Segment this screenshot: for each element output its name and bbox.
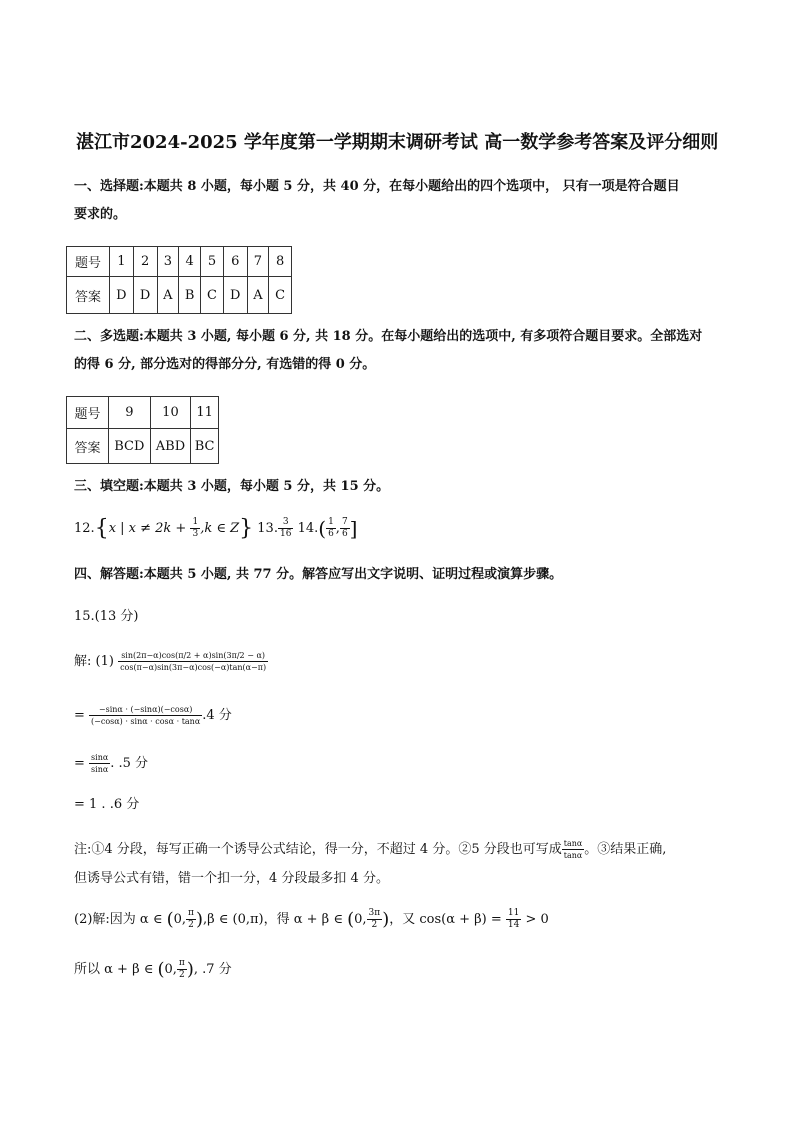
table-cell: 10 bbox=[150, 397, 191, 429]
fraction bbox=[326, 517, 336, 540]
fraction bbox=[340, 517, 350, 540]
answer-12-prefix: 12. bbox=[74, 521, 95, 536]
section4-heading: 四、解答题:本题共 5 小题, 共 77 分。解答应写出文字说明、证明过程或演算步骤。 bbox=[74, 567, 563, 582]
final-text: 所以 α + β ∈ bbox=[74, 962, 158, 977]
fraction bbox=[506, 908, 521, 931]
frac-den: 16 bbox=[279, 529, 292, 539]
table-cell: 9 bbox=[109, 397, 151, 429]
frac-den: 14 bbox=[507, 920, 520, 930]
solution-label: 解: (1) bbox=[74, 654, 114, 669]
equals-sign: = bbox=[74, 756, 90, 771]
frac-den: sinα bbox=[91, 765, 109, 774]
table-header-label: 题号 bbox=[67, 397, 109, 429]
table-cell: BC bbox=[191, 429, 219, 464]
table-cell: BCD bbox=[109, 429, 151, 464]
answer-12-tail: ,k ∈ Z bbox=[200, 521, 240, 536]
frac-num: 3 bbox=[278, 517, 293, 529]
multi-answer-table bbox=[66, 396, 219, 464]
solution-line-3 bbox=[74, 752, 148, 775]
frac-num: sinα bbox=[91, 753, 109, 762]
fraction bbox=[278, 517, 293, 540]
section1-heading-cont: 要求的。 bbox=[74, 207, 127, 222]
frac-den: cos(π−α)sin(3π−α)cos(−α)tan(α−π) bbox=[120, 663, 267, 672]
left-paren: ( bbox=[347, 909, 355, 930]
table-cell: A bbox=[247, 277, 269, 314]
table-cell: 11 bbox=[191, 397, 219, 429]
table-answer-label: 答案 bbox=[67, 429, 109, 464]
fraction bbox=[89, 752, 110, 775]
left-paren: ( bbox=[157, 959, 165, 980]
table-answer-label: 答案 bbox=[67, 277, 110, 314]
fraction bbox=[190, 517, 200, 540]
section2-heading: 二、多选题:本题共 3 小题, 每小题 6 分, 共 18 分。在每小题给出的选项中, 有多项符合题目要求。全部选对 bbox=[74, 329, 703, 344]
table-cell: ABD bbox=[150, 429, 191, 464]
choice-answer-table bbox=[66, 246, 292, 314]
frac-den: 6 bbox=[328, 529, 334, 539]
frac-num: π bbox=[188, 908, 194, 918]
answer-13-prefix: 13. bbox=[257, 521, 278, 536]
answer-14-prefix: 14. bbox=[297, 521, 319, 536]
note-line-2: 但诱导公式有错，错一个扣一分，4 分段最多扣 4 分。 bbox=[74, 871, 389, 886]
frac-den: 2 bbox=[371, 920, 378, 930]
frac-num: 7 bbox=[341, 517, 348, 527]
note-text: 注:①4 分段，每写正确一个诱导公式结论，得一分，不超过 4 分。②5 分段也可写成 bbox=[74, 842, 562, 857]
equals-sign: = bbox=[74, 708, 90, 723]
frac-den: 2 bbox=[179, 970, 185, 980]
solution-line-4: = 1 . .6 分 bbox=[74, 797, 140, 812]
frac-num: 3π bbox=[368, 908, 381, 918]
frac-den: 2 bbox=[188, 920, 194, 930]
table-cell: C bbox=[201, 277, 224, 314]
frac-num: sin(2π−α)cos(π/2 + α)sin(3π/2 − α) bbox=[118, 650, 268, 662]
table-cell: 3 bbox=[157, 247, 179, 277]
table-cell: 8 bbox=[269, 247, 292, 277]
frac-num: 1 bbox=[192, 517, 199, 527]
right-paren: ) bbox=[195, 909, 203, 930]
frac-den: 6 bbox=[341, 529, 348, 539]
final-line: 所以 α + β ∈ (0, $\frac{\pi}{2}$ ), .7 分 bbox=[74, 958, 232, 980]
fill-in-answers: 12.{x | x ≠ 2k + $\frac{1}{3}$ ,k ∈ Z} 13. $\frac{3}{16}$ 14.( $\frac{1}{6}$ , $\frac{7}{6}$ ] bbox=[74, 516, 358, 541]
table-header-label: 题号 bbox=[67, 247, 110, 277]
fraction bbox=[186, 908, 196, 931]
frac-num: 1 bbox=[328, 517, 334, 527]
part2-text: ,β ∈ (0,π)，得 α + β ∈ bbox=[202, 912, 348, 927]
table-cell: D bbox=[110, 277, 134, 314]
right-brace: } bbox=[239, 516, 254, 541]
part2-text: ，又 cos(α + β) = bbox=[389, 912, 506, 927]
note-line-1 bbox=[74, 838, 666, 861]
left-paren: ( bbox=[166, 909, 174, 930]
table-cell: B bbox=[179, 277, 201, 314]
frac-den: tanα bbox=[563, 851, 583, 860]
frac-num: 11 bbox=[507, 908, 520, 918]
fraction bbox=[118, 650, 268, 673]
table-cell: D bbox=[133, 277, 157, 314]
table-cell: C bbox=[269, 277, 292, 314]
score-mark: , .7 分 bbox=[193, 962, 232, 977]
table-cell: 4 bbox=[179, 247, 201, 277]
table-cell: 1 bbox=[110, 247, 134, 277]
table-cell: 6 bbox=[223, 247, 247, 277]
table-cell: A bbox=[157, 277, 179, 314]
fraction bbox=[89, 704, 202, 727]
table-cell: 2 bbox=[133, 247, 157, 277]
score-mark: . .5 分 bbox=[110, 756, 149, 771]
fraction bbox=[562, 838, 585, 861]
question-15-label: 15.(13 分) bbox=[74, 609, 139, 624]
section2-heading-cont: 的得 6 分, 部分选对的得部分分, 有选错的得 0 分。 bbox=[74, 357, 376, 372]
table-cell: 5 bbox=[201, 247, 224, 277]
frac-num: −sinα · (−sinα)(−cosα) bbox=[89, 704, 202, 716]
score-mark: .4 分 bbox=[202, 708, 232, 723]
frac-num: π bbox=[178, 958, 185, 968]
solution-line-1 bbox=[74, 650, 268, 673]
section3-heading: 三、填空题:本题共 3 小题，每小题 5 分，共 15 分。 bbox=[74, 479, 390, 494]
page-title: 湛江市2024-2025 学年度第一学期期末调研考试 高一数学参考答案及评分细则 bbox=[76, 132, 719, 153]
right-paren: ) bbox=[382, 909, 390, 930]
note-text: 。③结果正确, bbox=[584, 842, 667, 857]
part2-text: > 0 bbox=[521, 912, 549, 927]
table-cell: D bbox=[223, 277, 247, 314]
table-cell: 7 bbox=[247, 247, 269, 277]
right-paren: ) bbox=[186, 959, 194, 980]
fraction bbox=[367, 908, 383, 931]
solution-line-2 bbox=[74, 704, 232, 727]
right-bracket: ] bbox=[349, 516, 358, 541]
section1-heading: 一、选择题:本题共 8 小题，每小题 5 分，共 40 分，在每小题给出的四个选项中， 只有一项是符合题目 bbox=[74, 179, 680, 194]
left-brace: { bbox=[94, 516, 109, 541]
answer-12-set: x | x ≠ 2k + bbox=[108, 521, 191, 536]
frac-den: 3 bbox=[192, 529, 199, 539]
part2-text: (2)解:因为 α ∈ bbox=[74, 912, 167, 927]
fraction bbox=[177, 958, 187, 981]
frac-den: (−cosα) · sinα · cosα · tanα bbox=[91, 717, 201, 726]
part2-line: (2)解:因为 α ∈ (0, $\frac{\pi}{2}$ ),β ∈ (0,π)，得 α + β ∈ (0, $\frac{3\pi}{2}$ )，又 cos(α + β) = $\frac{11}{14}$ > 0 bbox=[74, 908, 549, 930]
left-paren: ( bbox=[318, 516, 327, 541]
frac-num: tanα bbox=[563, 839, 583, 848]
